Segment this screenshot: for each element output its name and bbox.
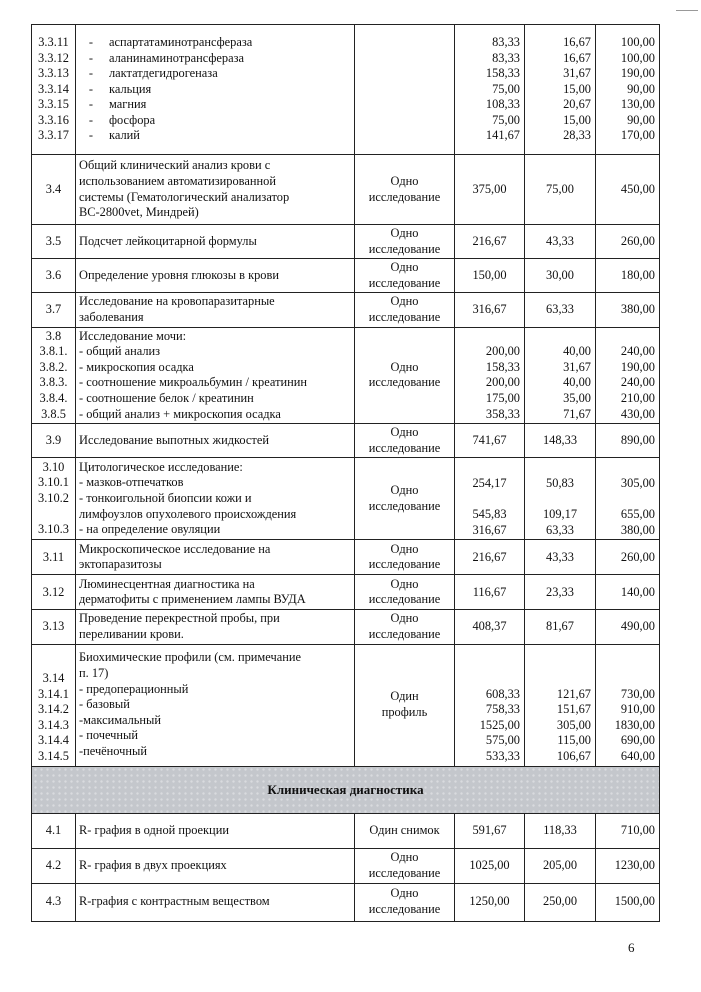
- vat-cell: 23,33: [525, 575, 596, 610]
- unit-cell: Одно исследование: [355, 610, 455, 644]
- total-cell: 140,00: [596, 575, 660, 610]
- vat-cell: 250,00: [525, 883, 596, 921]
- unit-cell: Одно исследование: [355, 540, 455, 575]
- total-cell: 890,00: [596, 424, 660, 458]
- section-header: [32, 766, 660, 813]
- service-name: - аспартатаминотрансфераза - аланинаминотрансфераза - лактатдегидрогеназа - кальция - магния - фосфора - калий: [76, 25, 355, 155]
- service-name: Цитологическое исследование: - мазков-отпечатков - тонкоигольной биопсии кожи и лимфоузлов опухолевого происхождения - на определение овуляции: [76, 458, 355, 540]
- total-cell: 260,00: [596, 225, 660, 259]
- row-number: 4.1: [32, 813, 76, 848]
- table-row: [32, 644, 660, 766]
- table-row: [32, 155, 660, 225]
- row-number: 3.5: [32, 225, 76, 259]
- unit-cell: Одно исследование: [355, 293, 455, 327]
- price-cell: 408,37: [455, 610, 525, 644]
- row-number: 3.14 3.14.1 3.14.2 3.14.3 3.14.4 3.14.5: [32, 644, 76, 766]
- table-row: [32, 259, 660, 293]
- vat-cell: 205,00: [525, 848, 596, 883]
- service-name: Исследование на кровопаразитарные заболевания: [76, 293, 355, 327]
- row-number: 4.2: [32, 848, 76, 883]
- total-cell: 100,00 100,00 190,00 90,00 130,00 90,00 170,00: [596, 25, 660, 155]
- total-cell: 180,00: [596, 259, 660, 293]
- total-cell: 260,00: [596, 540, 660, 575]
- vat-cell: 43,33: [525, 540, 596, 575]
- price-table: [31, 24, 660, 922]
- service-name: Люминесцентная диагностика на дерматофиты с применением лампы ВУДА: [76, 575, 355, 610]
- price-cell: 591,67: [455, 813, 525, 848]
- unit-cell: Один снимок: [355, 813, 455, 848]
- vat-cell: 50,83 109,17 63,33: [525, 458, 596, 540]
- service-name: Исследование мочи: - общий анализ - микроскопия осадка - соотношение микроальбумин / креатинин - соотношение белок / креатинин - общий анализ + микроскопия осадка: [76, 327, 355, 424]
- vat-cell: 121,67 151,67 305,00 115,00 106,67: [525, 644, 596, 766]
- unit-cell: Одно исследование: [355, 327, 455, 424]
- page-number: 6: [628, 940, 635, 955]
- price-cell: 316,67: [455, 293, 525, 327]
- price-cell: 1025,00: [455, 848, 525, 883]
- unit-cell: Один профиль: [355, 644, 455, 766]
- unit-cell: Одно исследование: [355, 458, 455, 540]
- service-name: Определение уровня глюкозы в крови: [76, 259, 355, 293]
- row-number: 3.3.11 3.3.12 3.3.13 3.3.14 3.3.15 3.3.16 3.3.17: [32, 25, 76, 155]
- total-cell: 710,00: [596, 813, 660, 848]
- price-cell: 375,00: [455, 155, 525, 225]
- table-row: [32, 327, 660, 424]
- total-cell: 380,00: [596, 293, 660, 327]
- unit-cell: [355, 25, 455, 155]
- table-row: [32, 25, 660, 155]
- total-cell: 1500,00: [596, 883, 660, 921]
- service-name: R- графия в двух проекциях: [76, 848, 355, 883]
- price-cell: 1250,00: [455, 883, 525, 921]
- corner-mark: [676, 10, 698, 11]
- unit-cell: Одно исследование: [355, 883, 455, 921]
- unit-cell: Одно исследование: [355, 848, 455, 883]
- price-cell: 116,67: [455, 575, 525, 610]
- total-cell: 730,00 910,00 1830,00 690,00 640,00: [596, 644, 660, 766]
- vat-cell: 75,00: [525, 155, 596, 225]
- vat-cell: 63,33: [525, 293, 596, 327]
- table-row: [32, 424, 660, 458]
- price-cell: 216,67: [455, 540, 525, 575]
- row-number: 3.8 3.8.1. 3.8.2. 3.8.3. 3.8.4. 3.8.5: [32, 327, 76, 424]
- unit-cell: Одно исследование: [355, 225, 455, 259]
- vat-cell: 81,67: [525, 610, 596, 644]
- row-number: 3.6: [32, 259, 76, 293]
- vat-cell: 16,67 16,67 31,67 15,00 20,67 15,00 28,33: [525, 25, 596, 155]
- table-row: [32, 575, 660, 610]
- price-cell: 83,33 83,33 158,33 75,00 108,33 75,00 141,67: [455, 25, 525, 155]
- service-name: Подсчет лейкоцитарной формулы: [76, 225, 355, 259]
- service-name: Проведение перекрестной пробы, при переливании крови.: [76, 610, 355, 644]
- unit-cell: Одно исследование: [355, 155, 455, 225]
- service-name: Общий клинический анализ крови с использованием автоматизированной системы (Гематологический анализатор ВС-2800vet, Миндрей): [76, 155, 355, 225]
- total-cell: 305,00 655,00 380,00: [596, 458, 660, 540]
- vat-cell: 40,00 31,67 40,00 35,00 71,67: [525, 327, 596, 424]
- row-number: 3.7: [32, 293, 76, 327]
- service-name: Биохимические профили (см. примечание п. 17) - предоперационный - базовый -максимальный - почечный -печёночный: [76, 644, 355, 766]
- unit-cell: Одно исследование: [355, 259, 455, 293]
- service-name: R-графия с контрастным веществом: [76, 883, 355, 921]
- table-row: [32, 813, 660, 848]
- table-row: [32, 293, 660, 327]
- price-cell: 741,67: [455, 424, 525, 458]
- table-row: [32, 610, 660, 644]
- price-cell: 150,00: [455, 259, 525, 293]
- unit-cell: Одно исследование: [355, 575, 455, 610]
- row-number: 4.3: [32, 883, 76, 921]
- service-name: Исследование выпотных жидкостей: [76, 424, 355, 458]
- price-cell: 608,33 758,33 1525,00 575,00 533,33: [455, 644, 525, 766]
- price-cell: 200,00 158,33 200,00 175,00 358,33: [455, 327, 525, 424]
- vat-cell: 43,33: [525, 225, 596, 259]
- unit-cell: Одно исследование: [355, 424, 455, 458]
- table-row: [32, 883, 660, 921]
- row-number: 3.4: [32, 155, 76, 225]
- total-cell: 490,00: [596, 610, 660, 644]
- total-cell: 450,00: [596, 155, 660, 225]
- table-row: [32, 848, 660, 883]
- vat-cell: 118,33: [525, 813, 596, 848]
- section-title: Клиническая диагностика: [32, 766, 660, 813]
- service-name: R- графия в одной проекции: [76, 813, 355, 848]
- vat-cell: 148,33: [525, 424, 596, 458]
- service-name: Микроскопическое исследование на эктопаразитозы: [76, 540, 355, 575]
- row-number: 3.10 3.10.1 3.10.2 3.10.3: [32, 458, 76, 540]
- table-row: [32, 540, 660, 575]
- total-cell: 240,00 190,00 240,00 210,00 430,00: [596, 327, 660, 424]
- row-number: 3.9: [32, 424, 76, 458]
- vat-cell: 30,00: [525, 259, 596, 293]
- row-number: 3.12: [32, 575, 76, 610]
- total-cell: 1230,00: [596, 848, 660, 883]
- table-row: [32, 458, 660, 540]
- table-row: [32, 225, 660, 259]
- row-number: 3.11: [32, 540, 76, 575]
- price-cell: 216,67: [455, 225, 525, 259]
- row-number: 3.13: [32, 610, 76, 644]
- price-cell: 254,17 545,83 316,67: [455, 458, 525, 540]
